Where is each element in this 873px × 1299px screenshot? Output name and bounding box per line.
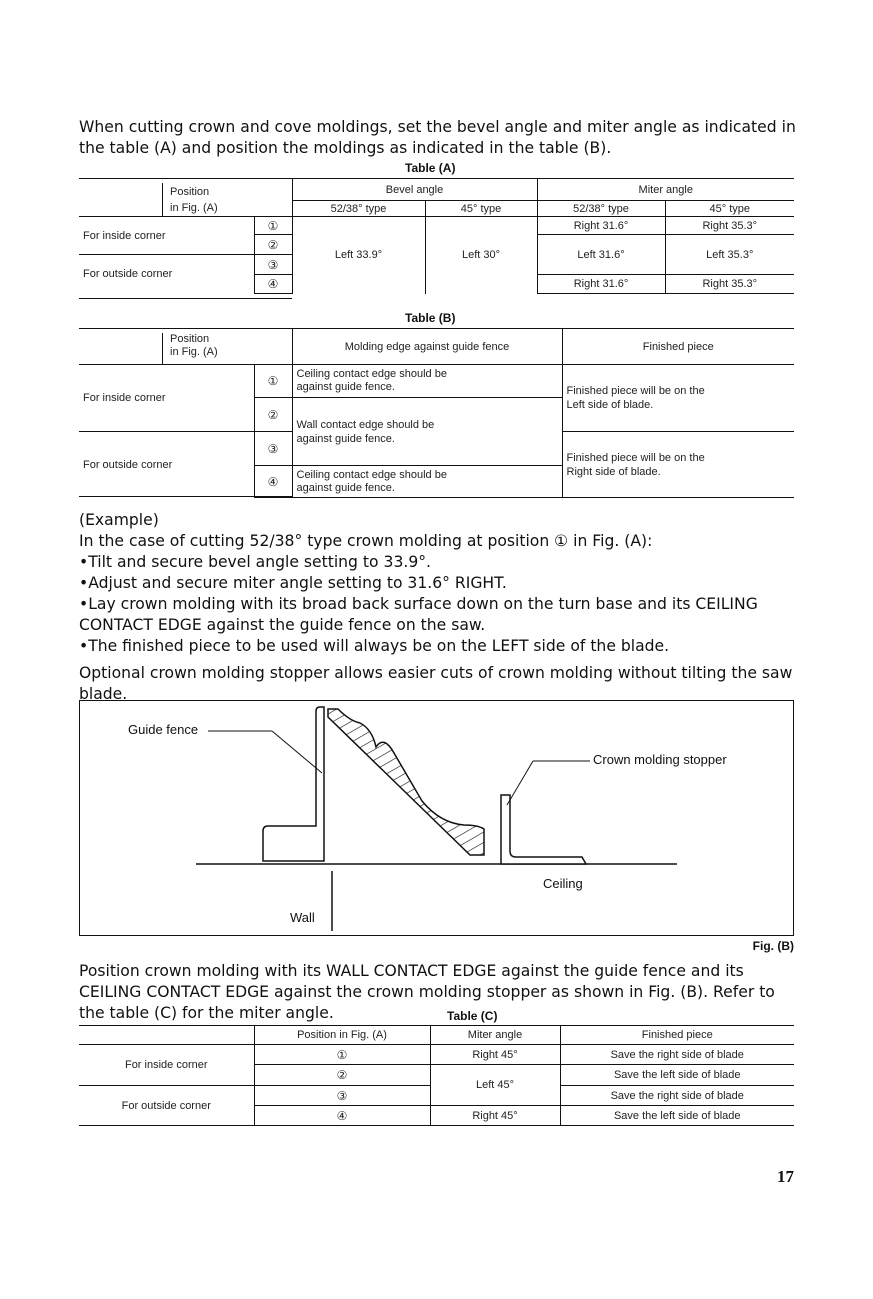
example-bullet-3: •Lay crown molding with its broad back surface down on the turn base and its CEILING CONTACT EDGE against the guide fence on the saw. <box>79 595 758 634</box>
table-c-finished-header: Finished piece <box>560 1026 794 1045</box>
bevel-angle-header: Bevel angle <box>292 179 537 201</box>
edge-23-text: Wall contact edge should be against guide fence. <box>292 398 562 466</box>
figure-b-caption: Fig. (B) <box>752 939 794 953</box>
miter-1-52: Right 31.6° <box>537 217 665 235</box>
figure-b <box>79 700 794 936</box>
c-position-2: ② <box>254 1065 430 1086</box>
finished-inside-text: Finished piece will be on the Left side of blade. <box>562 365 794 432</box>
b-position-3: ③ <box>254 432 292 466</box>
edge-4-text: Ceiling contact edge should be against guide fence. <box>292 466 562 498</box>
crown-molding-stopper-label: Crown molding stopper <box>593 752 727 767</box>
example-bullet-2: •Adjust and secure miter angle setting to 31.6° RIGHT. <box>79 574 507 592</box>
c-position-4: ④ <box>254 1106 430 1126</box>
miter-23-45: Left 35.3° <box>665 235 794 275</box>
miter-4-52: Right 31.6° <box>537 275 665 294</box>
c-miter-23: Left 45° <box>430 1065 560 1106</box>
c-fin-1: Save the right side of blade <box>560 1045 794 1065</box>
position-paragraph: Position crown molding with its WALL CONTACT EDGE against the guide fence and its CEILING CONTACT EDGE against the crown molding stopper as shown in Fig. (B). Refer to the table (C) for the miter angle. <box>79 962 775 1022</box>
guide-fence-label: Guide fence <box>128 722 199 737</box>
miter-type-52: 52/38° type <box>537 201 665 217</box>
table-b-inside-label: For inside corner <box>79 365 254 432</box>
example-lead: In the case of cutting 52/38° type crown molding at position ① in Fig. (A): <box>79 532 653 550</box>
edge-1-text: Ceiling contact edge should be against guide fence. <box>292 365 562 398</box>
wall-label: Wall <box>290 910 315 925</box>
finished-outside-text: Finished piece will be on the Right side of blade. <box>562 432 794 498</box>
c-fin-4: Save the left side of blade <box>560 1106 794 1126</box>
bevel-52-value: Left 33.9° <box>292 217 425 294</box>
table-c-miter-header: Miter angle <box>430 1026 560 1045</box>
table-a-outside-label: For outside corner <box>79 255 254 294</box>
position-4: ④ <box>254 275 292 294</box>
ceiling-label: Ceiling <box>543 876 583 891</box>
finished-piece-header: Finished piece <box>562 329 794 365</box>
position-3: ③ <box>254 255 292 275</box>
position-1: ① <box>254 217 292 235</box>
b-position-4: ④ <box>254 466 292 498</box>
b-position-2: ② <box>254 398 292 432</box>
table-c-inside-label: For inside corner <box>79 1045 254 1086</box>
intro-paragraph: When cutting crown and cove moldings, set the bevel angle and miter angle as indicated in the table (A) and position the moldings as indicated in the table (B). <box>79 118 796 157</box>
table-c-outside-label: For outside corner <box>79 1086 254 1126</box>
miter-23-52: Left 31.6° <box>537 235 665 275</box>
molding-edge-header: Molding edge against guide fence <box>292 329 562 365</box>
b-position-1: ① <box>254 365 292 398</box>
example-bullet-1: •Tilt and secure bevel angle setting to 33.9°. <box>79 553 431 571</box>
position-2: ② <box>254 235 292 255</box>
table-c <box>79 1025 794 1126</box>
bevel-type-52: 52/38° type <box>292 201 425 217</box>
miter-angle-header: Miter angle <box>537 179 794 201</box>
optional-paragraph: Optional crown molding stopper allows easier cuts of crown molding without tilting the saw blade. <box>79 664 793 703</box>
table-b-title: Table (B) <box>405 311 456 325</box>
table-a-inside-label: For inside corner <box>79 217 254 255</box>
table-c-title: Table (C) <box>447 1009 498 1023</box>
table-a-position-header: Position in Fig. (A) <box>170 186 218 214</box>
page-number: 17 <box>777 1167 794 1186</box>
c-position-1: ① <box>254 1045 430 1065</box>
example-heading: (Example) <box>79 511 159 529</box>
table-b-position-header: Position in Fig. (A) <box>170 333 218 358</box>
c-position-3: ③ <box>254 1086 430 1106</box>
miter-type-45: 45° type <box>665 201 794 217</box>
table-c-position-header: Position in Fig. (A) <box>254 1026 430 1045</box>
bevel-45-value: Left 30° <box>425 217 537 294</box>
miter-4-45: Right 35.3° <box>665 275 794 294</box>
c-miter-4: Right 45° <box>430 1106 560 1126</box>
bevel-type-45: 45° type <box>425 201 537 217</box>
c-fin-2: Save the left side of blade <box>560 1065 794 1086</box>
c-miter-1: Right 45° <box>430 1045 560 1065</box>
miter-1-45: Right 35.3° <box>665 217 794 235</box>
table-b-outside-label: For outside corner <box>79 432 254 498</box>
example-bullet-4: •The finished piece to be used will always be on the LEFT side of the blade. <box>79 637 670 655</box>
table-a-title: Table (A) <box>405 161 456 175</box>
c-fin-3: Save the right side of blade <box>560 1086 794 1106</box>
